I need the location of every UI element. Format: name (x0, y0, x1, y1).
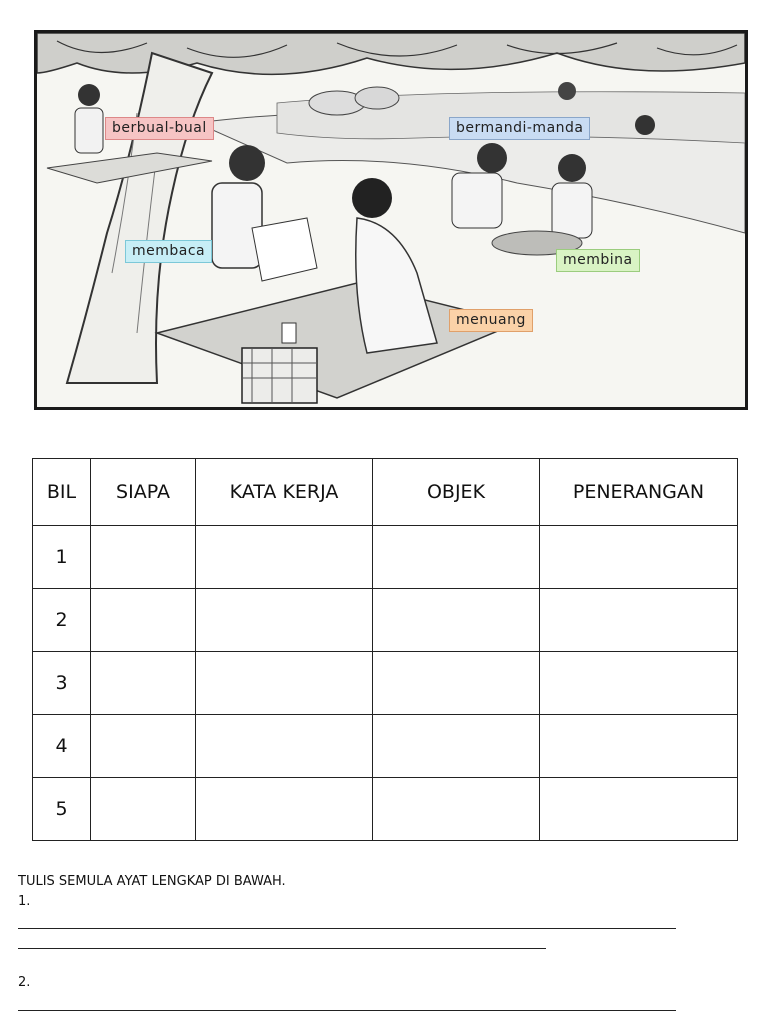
label-membina: membina (556, 249, 640, 272)
picnic-drawing (37, 33, 745, 407)
row-number: 3 (33, 652, 91, 715)
cell-siapa[interactable] (91, 589, 196, 652)
answer-number-1: 1. (18, 894, 31, 909)
cell-penerangan[interactable] (540, 778, 738, 841)
label-membaca: membaca (125, 240, 212, 263)
cell-siapa[interactable] (91, 715, 196, 778)
table-row (33, 715, 738, 778)
instruction-heading: TULIS SEMULA AYAT LENGKAP DI BAWAH. (18, 874, 286, 889)
header-penerangan: PENERANGAN (540, 459, 738, 526)
cell-objek[interactable] (373, 526, 540, 589)
label-bermandi-manda: bermandi-manda (449, 117, 590, 140)
picnic-illustration (34, 30, 748, 410)
cell-objek[interactable] (373, 589, 540, 652)
cell-objek[interactable] (373, 715, 540, 778)
answer-table (32, 458, 738, 841)
table-row (33, 526, 738, 589)
writing-line-1b[interactable] (18, 948, 546, 949)
label-berbual-bual: berbual-bual (105, 117, 214, 140)
writing-line-2a[interactable] (18, 1010, 676, 1011)
table-header-row (33, 459, 738, 526)
answer-number-2: 2. (18, 975, 31, 990)
row-number: 5 (33, 778, 91, 841)
cell-siapa[interactable] (91, 778, 196, 841)
cell-penerangan[interactable] (540, 715, 738, 778)
cell-penerangan[interactable] (540, 652, 738, 715)
row-number: 4 (33, 715, 91, 778)
cell-kata-kerja[interactable] (196, 526, 373, 589)
cell-siapa[interactable] (91, 652, 196, 715)
header-objek: OBJEK (373, 459, 540, 526)
cell-siapa[interactable] (91, 526, 196, 589)
cell-penerangan[interactable] (540, 589, 738, 652)
table-row (33, 652, 738, 715)
header-kata-kerja: KATA KERJA (196, 459, 373, 526)
table-row (33, 589, 738, 652)
label-menuang: menuang (449, 309, 533, 332)
cell-kata-kerja[interactable] (196, 589, 373, 652)
cell-kata-kerja[interactable] (196, 778, 373, 841)
row-number: 1 (33, 526, 91, 589)
row-number: 2 (33, 589, 91, 652)
cell-penerangan[interactable] (540, 526, 738, 589)
cell-objek[interactable] (373, 652, 540, 715)
header-bil: BIL (33, 459, 91, 526)
cell-objek[interactable] (373, 778, 540, 841)
cell-kata-kerja[interactable] (196, 652, 373, 715)
writing-line-1a[interactable] (18, 928, 676, 929)
table-row (33, 778, 738, 841)
header-siapa: SIAPA (91, 459, 196, 526)
cell-kata-kerja[interactable] (196, 715, 373, 778)
